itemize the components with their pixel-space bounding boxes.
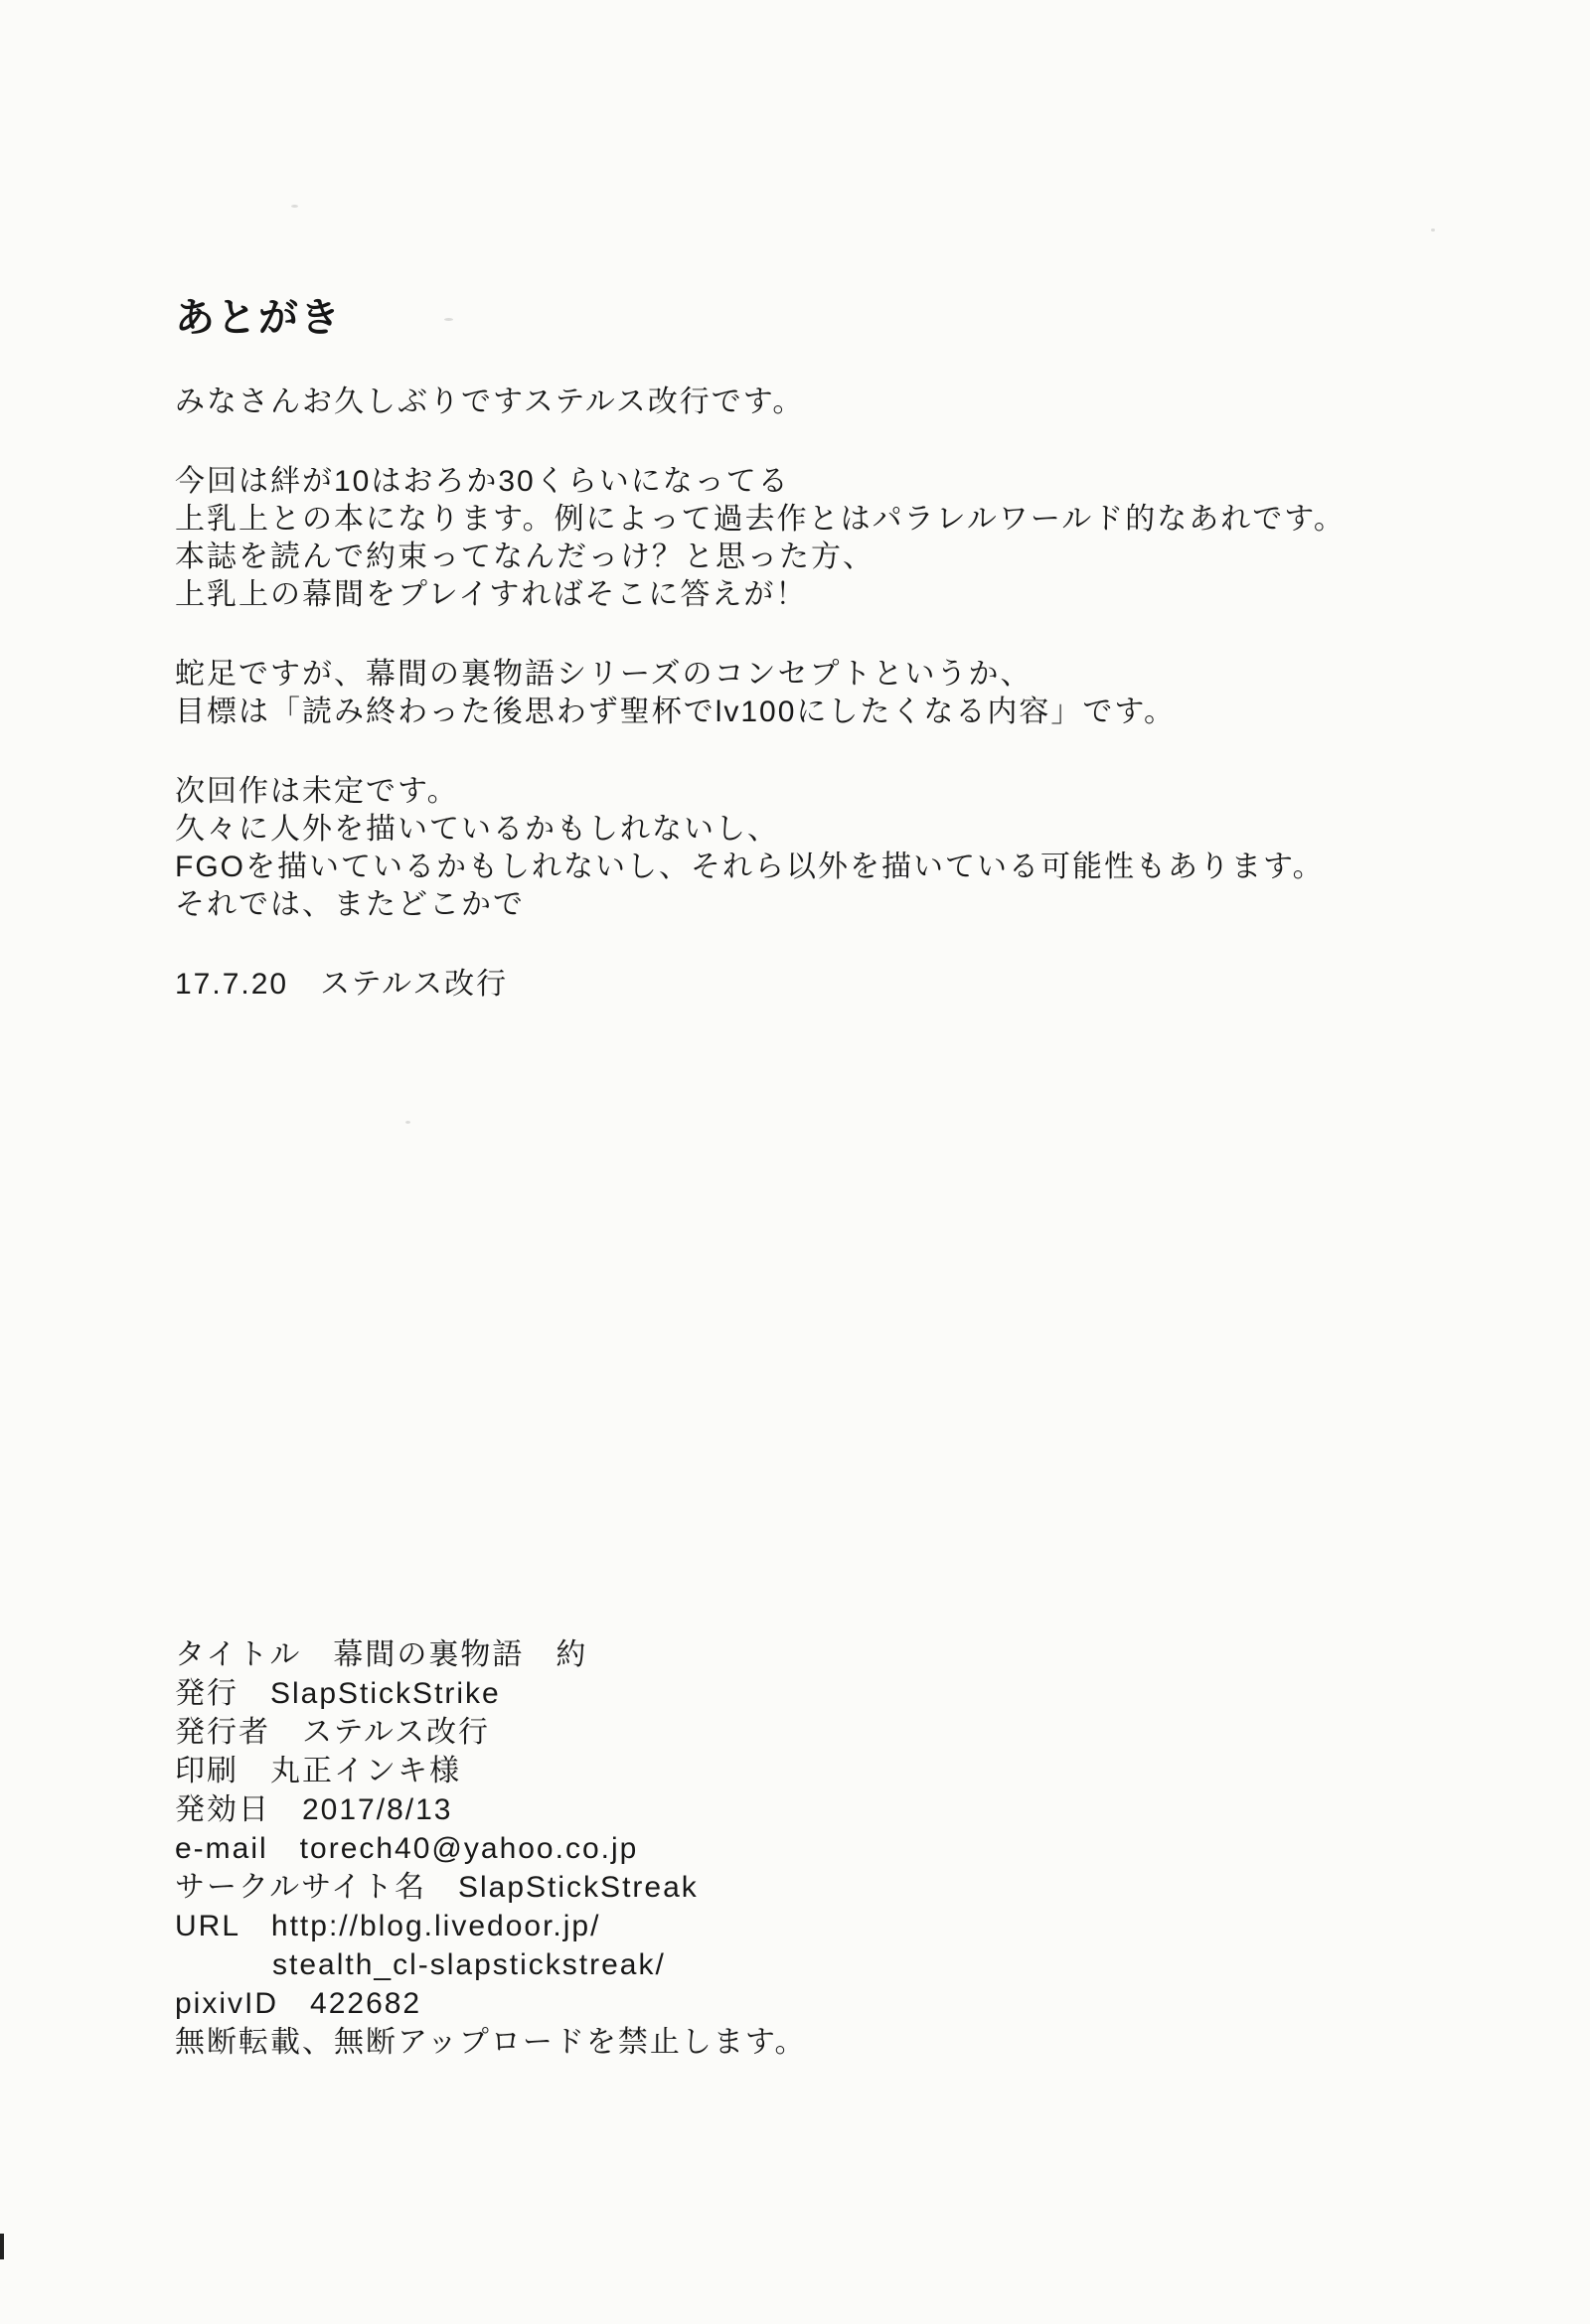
colophon-date: 発効日 2017/8/13 <box>175 1793 453 1826</box>
text-line: みなさんお久しぶりですステルス改行です。 <box>175 386 805 418</box>
scan-speck <box>444 318 453 321</box>
colophon-url-line1: URL http://blog.livedoor.jp/ <box>175 1910 601 1942</box>
colophon-title: タイトル 幕間の裏物語 約 <box>175 1638 588 1671</box>
text-line: 上乳上との本になります。例によって過去作とはパラレルワールド的なあれです。 <box>175 503 1346 536</box>
colophon-no-reproduction-notice: 無断転載、無断アップロードを禁止します。 <box>175 2026 807 2059</box>
text-line: 上乳上の幕間をプレイすればそこに答えが！ <box>175 578 808 611</box>
paragraph-next-work <box>175 773 1346 924</box>
scan-speck <box>1431 229 1435 232</box>
text-line: 今回は絆が10はおろか30くらいになってる <box>175 465 790 498</box>
colophon-printer: 印刷 丸正インキ様 <box>175 1755 461 1787</box>
text-line: 蛇足ですが、幕間の裏物語シリーズのコンセプトというか、 <box>175 658 1033 691</box>
text-line: それでは、またどこかで <box>175 888 525 921</box>
text-line: 目標は「読み終わった後思わず聖杯でlv100にしたくなる内容」です。 <box>175 696 1177 728</box>
page-title: あとがき <box>175 296 342 340</box>
scan-speck <box>405 1121 410 1124</box>
colophon-url-line2: stealth_cl-slapstickstreak/ <box>272 1948 666 1981</box>
afterword-body <box>175 384 1346 1045</box>
colophon-author: 発行者 ステルス改行 <box>175 1716 490 1749</box>
signoff <box>175 966 1346 1004</box>
text-line: FGOを描いているかもしれないし、それら以外を描いている可能性もあります。 <box>175 851 1325 883</box>
text-line: 次回作は未定です。 <box>175 775 459 808</box>
colophon-circle-site: サークルサイト名 SlapStickStreak <box>175 1871 699 1904</box>
colophon-pixiv-id: pixivID 422682 <box>175 1987 422 2020</box>
colophon-email: e-mail torech40@yahoo.co.jp <box>175 1832 639 1865</box>
paragraph-series-concept <box>175 656 1346 731</box>
text-line: 久々に人外を描いているかもしれないし、 <box>175 813 779 846</box>
colophon <box>175 1635 807 2062</box>
paragraph-greeting <box>175 384 1346 421</box>
scan-speck <box>291 205 298 208</box>
paragraph-book-intro <box>175 463 1346 614</box>
signoff-date-author: 17.7.20 ステルス改行 <box>175 968 509 1001</box>
text-line: 本誌を読んで約束ってなんだっけ？と思った方、 <box>175 541 874 573</box>
colophon-publisher: 発行 SlapStickStrike <box>175 1677 501 1710</box>
scan-edge-artifact <box>0 2234 4 2259</box>
